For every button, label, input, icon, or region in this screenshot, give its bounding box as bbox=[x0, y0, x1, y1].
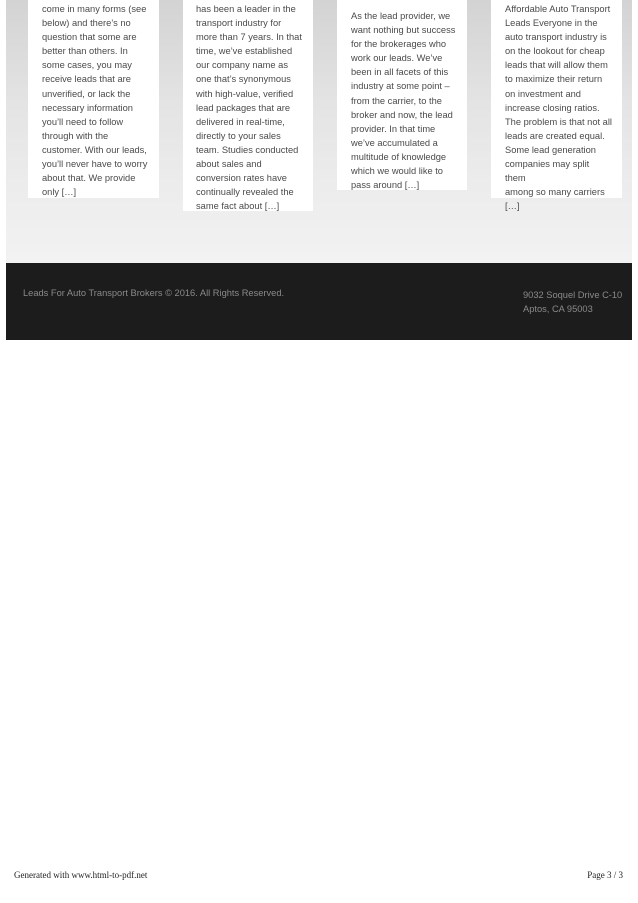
excerpt-line: team. Studies conducted bbox=[196, 144, 299, 155]
excerpt-line: continually revealed the bbox=[196, 187, 294, 198]
excerpt-line: one that’s synonymous bbox=[196, 74, 291, 85]
excerpt-line: we’ve accumulated a bbox=[351, 137, 438, 148]
post-excerpt-card bbox=[491, 0, 622, 212]
excerpt-line: question that some are bbox=[42, 32, 137, 43]
excerpt-line: broker and now, the lead bbox=[351, 109, 453, 120]
site-footer bbox=[6, 263, 632, 340]
excerpt-line: increase closing ratios. bbox=[505, 102, 600, 113]
excerpt-line: provider. In that time bbox=[351, 123, 436, 134]
excerpt-line: about that. We provide bbox=[42, 173, 136, 184]
page-number: Page 3 / 3 bbox=[587, 870, 623, 880]
excerpt-line: work our leads. We’ve bbox=[351, 53, 443, 64]
excerpt-line: only […] bbox=[42, 187, 77, 198]
excerpt-line: has been a leader in the bbox=[196, 4, 296, 14]
excerpt-line: conversion rates have bbox=[196, 173, 287, 184]
excerpt-line: same fact about […] bbox=[196, 201, 280, 212]
excerpt-line: more than 7 years. In that bbox=[196, 32, 302, 43]
excerpt-line: time, we’ve established bbox=[196, 46, 293, 57]
footer-address-line: 9032 Soquel Drive C-10 bbox=[523, 290, 623, 300]
excerpt-line: through with the bbox=[42, 130, 109, 141]
excerpt-line: The problem is that not all bbox=[505, 116, 612, 127]
excerpt-line: our company name as bbox=[196, 60, 288, 71]
excerpt-line: necessary information bbox=[42, 102, 133, 113]
post-excerpt-card bbox=[183, 0, 313, 211]
excerpt-line: been in all facets of this bbox=[351, 67, 449, 78]
excerpt-line: customer. With our leads, bbox=[42, 144, 147, 155]
post-excerpt-text bbox=[351, 9, 459, 192]
excerpt-line: some cases, you may bbox=[42, 60, 132, 71]
excerpt-line: for the brokerages who bbox=[351, 39, 447, 50]
excerpt-line: from the carrier, to the bbox=[351, 95, 442, 106]
excerpt-line: among so many carriers bbox=[505, 187, 605, 198]
excerpt-line: leads that will allow them bbox=[505, 60, 608, 71]
excerpt-line: auto transport industry is bbox=[505, 32, 607, 43]
excerpt-line: want nothing but success bbox=[351, 25, 456, 36]
excerpt-line: with high-value, verified bbox=[196, 88, 294, 99]
excerpt-line: on the lookout for cheap bbox=[505, 46, 605, 57]
excerpt-line: better than others. In bbox=[42, 46, 128, 57]
footer-address-line: Aptos, CA 95003 bbox=[523, 304, 593, 314]
excerpt-line: Leads Everyone in the bbox=[505, 18, 598, 29]
excerpt-line: delivered in real-time, bbox=[196, 116, 285, 127]
post-excerpt-card bbox=[28, 0, 159, 198]
excerpt-line: transport industry for bbox=[196, 18, 282, 29]
excerpt-line: pass around […] bbox=[351, 180, 420, 191]
pdf-generator-note: Generated with www.html-to-pdf.net bbox=[14, 870, 148, 880]
excerpt-line: receive leads that are bbox=[42, 74, 131, 85]
excerpt-line: about sales and bbox=[196, 159, 262, 170]
footer-address bbox=[523, 288, 622, 316]
excerpt-line: As the lead provider, we bbox=[351, 11, 451, 21]
excerpt-line: multitude of knowledge bbox=[351, 151, 447, 162]
excerpt-line: companies may split them bbox=[505, 159, 590, 184]
post-excerpts-section bbox=[6, 0, 632, 263]
post-excerpt-text bbox=[42, 2, 149, 199]
excerpt-line: Affordable Auto Transport bbox=[505, 4, 611, 14]
post-excerpt-text bbox=[505, 2, 612, 213]
excerpt-line: leads are created equal. bbox=[505, 130, 605, 141]
excerpt-line: industry at some point – bbox=[351, 81, 450, 92]
footer-copyright: Leads For Auto Transport Brokers © 2016. All Rights Reserved. bbox=[23, 288, 285, 298]
post-excerpt-text bbox=[196, 2, 303, 213]
excerpt-line: you’ll need to follow bbox=[42, 116, 124, 127]
excerpt-line: Some lead generation bbox=[505, 144, 596, 155]
excerpt-line: to maximize their return bbox=[505, 74, 603, 85]
excerpt-line: come in many forms (see bbox=[42, 4, 147, 14]
excerpt-line: lead packages that are bbox=[196, 102, 291, 113]
excerpt-line: below) and there’s no bbox=[42, 18, 131, 29]
excerpt-line: on investment and bbox=[505, 88, 581, 99]
excerpt-line: directly to your sales bbox=[196, 130, 281, 141]
excerpt-line: you’ll never have to worry bbox=[42, 159, 148, 170]
post-excerpt-card bbox=[337, 0, 467, 190]
excerpt-line: unverified, or lack the bbox=[42, 88, 131, 99]
excerpt-line: which we would like to bbox=[351, 166, 443, 177]
excerpt-line: […] bbox=[505, 201, 520, 212]
